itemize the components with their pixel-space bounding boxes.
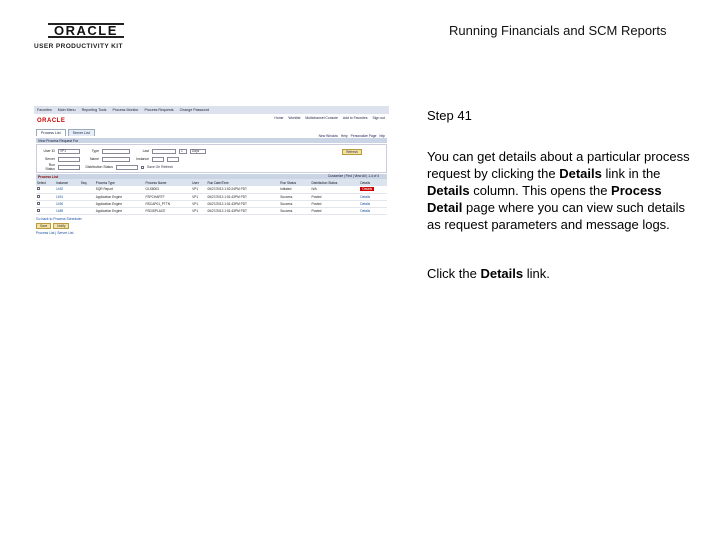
step-description xyxy=(427,148,697,233)
click-target: Details xyxy=(480,266,524,281)
details-link[interactable]: Details xyxy=(359,207,387,214)
instance-to-field[interactable] xyxy=(167,157,179,162)
desc-bold-details: Details xyxy=(559,166,602,181)
dist-status-cell: Posted xyxy=(310,200,359,207)
instance-cell[interactable]: 1492 xyxy=(55,186,80,193)
action-buttons xyxy=(36,223,387,229)
topnav-item[interactable]: Favorites xyxy=(37,108,52,112)
column-header[interactable]: Run Status xyxy=(279,179,310,186)
user-cell: VP1 xyxy=(191,193,206,200)
column-header[interactable]: Process Name xyxy=(144,179,191,186)
request-filter-form xyxy=(36,144,387,173)
utility-link[interactable]: New Window xyxy=(318,134,338,138)
header-link[interactable]: Sign out xyxy=(372,116,385,120)
row-select-checkbox[interactable] xyxy=(37,209,40,212)
header-link[interactable]: Home xyxy=(274,116,284,120)
run-status-label: Run Status xyxy=(45,163,55,171)
process-list-title: Process List xyxy=(38,175,59,179)
table-row xyxy=(36,207,387,214)
process-name-cell: RSCAP01_PTTN xyxy=(144,200,191,207)
instance-cell[interactable]: 1490 xyxy=(55,200,80,207)
run-status-cell: Initiated xyxy=(279,186,310,193)
row-select-checkbox[interactable] xyxy=(37,187,40,190)
click-prefix: Click the xyxy=(427,266,481,281)
utility-link[interactable]: Personalize Page xyxy=(350,134,377,138)
instance-cell[interactable]: 1491 xyxy=(55,193,80,200)
desc-text: column. This opens the xyxy=(469,183,612,198)
table-row xyxy=(36,200,387,207)
top-navigation xyxy=(34,106,389,114)
user-id-field[interactable]: VP1 xyxy=(58,149,80,154)
process-list-table xyxy=(36,179,387,215)
run-date-cell: 06/27/2013 1:51:43PM PDT xyxy=(206,207,279,214)
tab-process-list[interactable]: Process List xyxy=(36,129,66,136)
notify-button[interactable]: Notify xyxy=(53,223,69,229)
process-list-header xyxy=(36,174,387,179)
step-number: Step 41 xyxy=(427,108,472,123)
run-date-cell: 06/27/2013 1:52:24PM PDT xyxy=(206,186,279,193)
brand-bar xyxy=(34,114,389,128)
brand-logo: ORACLE xyxy=(37,118,66,124)
name-field[interactable] xyxy=(102,157,130,162)
desc-bold-details: Details xyxy=(427,183,470,198)
click-instruction xyxy=(427,266,550,281)
header-link[interactable]: Multichannel Console xyxy=(305,116,338,120)
topnav-item[interactable]: Main Menu xyxy=(57,108,76,112)
details-link-highlighted[interactable]: Details xyxy=(362,187,373,192)
process-name-cell: FSDISPLACE xyxy=(144,207,191,214)
go-back-link[interactable]: Go back to Process Scheduler xyxy=(36,216,82,221)
user-cell: VP1 xyxy=(191,200,206,207)
column-header[interactable]: Run Date/Time xyxy=(206,179,279,186)
days-select[interactable]: Days xyxy=(190,149,206,154)
column-header[interactable]: Select xyxy=(36,179,55,186)
oracle-upk-logo xyxy=(34,22,124,50)
run-status-cell: Success xyxy=(279,193,310,200)
instance-cell[interactable]: 1489 xyxy=(55,207,80,214)
user-cell: VP1 xyxy=(191,186,206,193)
desc-text: page where you can view such details as request parameters and message logs. xyxy=(427,200,685,232)
topnav-item[interactable]: Process Monitor xyxy=(112,108,139,112)
header-links xyxy=(274,116,385,120)
last-label: Last xyxy=(142,149,149,153)
section-title: View Process Request For xyxy=(38,139,79,143)
dist-status-cell: N/A xyxy=(310,186,359,193)
process-name-cell: GLS8003 xyxy=(144,186,191,193)
seq-cell xyxy=(80,193,95,200)
column-header[interactable]: Instance xyxy=(55,179,80,186)
seq-cell xyxy=(80,200,95,207)
instance-label: Instance xyxy=(136,157,149,161)
instance-from-field[interactable] xyxy=(152,157,164,162)
details-link[interactable]: Details xyxy=(359,200,387,207)
table-row xyxy=(36,193,387,200)
column-header[interactable]: Process Type xyxy=(95,179,145,186)
process-type-cell: SQR Report xyxy=(95,186,145,193)
process-type-cell: Application Engine xyxy=(95,193,145,200)
desc-bold-process-detail: Process Detail xyxy=(427,183,662,215)
process-list-navigation[interactable]: Customize | Find | View All | 1-4 of 4 xyxy=(328,174,379,178)
run-status-cell: Success xyxy=(279,200,310,207)
server-label: Server xyxy=(45,157,55,161)
server-select[interactable] xyxy=(58,157,80,162)
column-header[interactable]: Seq. xyxy=(80,179,95,186)
type-select[interactable] xyxy=(102,149,130,154)
dist-status-cell: Posted xyxy=(310,207,359,214)
header-link[interactable]: Add to Favorites xyxy=(342,116,368,120)
row-select-checkbox[interactable] xyxy=(37,195,40,198)
process-name-cell: FSPCHARTF xyxy=(144,193,191,200)
header-link[interactable]: Worklist xyxy=(288,116,301,120)
user-id-label: User ID xyxy=(43,149,55,153)
logo-kit-text: USER PRODUCTIVITY KIT xyxy=(34,43,123,50)
column-header[interactable]: User xyxy=(191,179,206,186)
last-select[interactable] xyxy=(152,149,176,154)
topnav-item[interactable]: Process Requests xyxy=(144,108,174,112)
run-date-cell: 06/27/2013 1:51:43PM PDT xyxy=(206,193,279,200)
topnav-item[interactable]: Reporting Tools xyxy=(81,108,107,112)
logo-oracle-text: ORACLE xyxy=(48,23,124,38)
save-on-refresh-checkbox[interactable] xyxy=(141,166,144,169)
column-header[interactable]: Distribution Status xyxy=(310,179,359,186)
topnav-item[interactable]: Change Password xyxy=(179,108,209,112)
desc-text: link in the xyxy=(601,166,661,181)
dist-status-select[interactable] xyxy=(116,165,138,170)
refresh-button[interactable]: Refresh xyxy=(342,149,362,155)
last-value-field[interactable]: 1 xyxy=(179,149,187,154)
page-utility-links xyxy=(319,134,385,138)
seq-cell xyxy=(80,207,95,214)
click-suffix: link. xyxy=(523,266,550,281)
section-header xyxy=(36,138,387,143)
footer-links[interactable]: Process List | Server List xyxy=(36,230,74,235)
table-row xyxy=(36,186,387,193)
utility-link[interactable]: Help xyxy=(340,134,348,138)
document-title: Running Financials and SCM Reports xyxy=(449,23,667,38)
details-link[interactable]: Details xyxy=(359,193,387,200)
save-on-refresh-label: Save On Refresh xyxy=(147,165,174,169)
column-header[interactable]: Details xyxy=(359,179,387,186)
run-status-select[interactable] xyxy=(58,165,80,170)
desc-text: You can get details about a particular process request by clicking the xyxy=(427,149,690,181)
process-type-cell: Application Engine xyxy=(95,207,145,214)
type-label: Type xyxy=(91,149,99,153)
user-cell: VP1 xyxy=(191,207,206,214)
name-label: Name xyxy=(89,157,99,161)
save-button[interactable]: Save xyxy=(36,223,51,229)
seq-cell xyxy=(80,186,95,193)
process-type-cell: Application Engine xyxy=(95,200,145,207)
run-date-cell: 06/27/2013 1:51:43PM PDT xyxy=(206,200,279,207)
dist-status-label: Distribution Status xyxy=(85,165,113,169)
utility-link[interactable]: http xyxy=(379,134,385,138)
row-select-checkbox[interactable] xyxy=(37,202,40,205)
dist-status-cell: Posted xyxy=(310,193,359,200)
application-screenshot xyxy=(34,106,389,274)
tab-server-list[interactable]: Server List xyxy=(68,129,95,136)
run-status-cell: Success xyxy=(279,207,310,214)
